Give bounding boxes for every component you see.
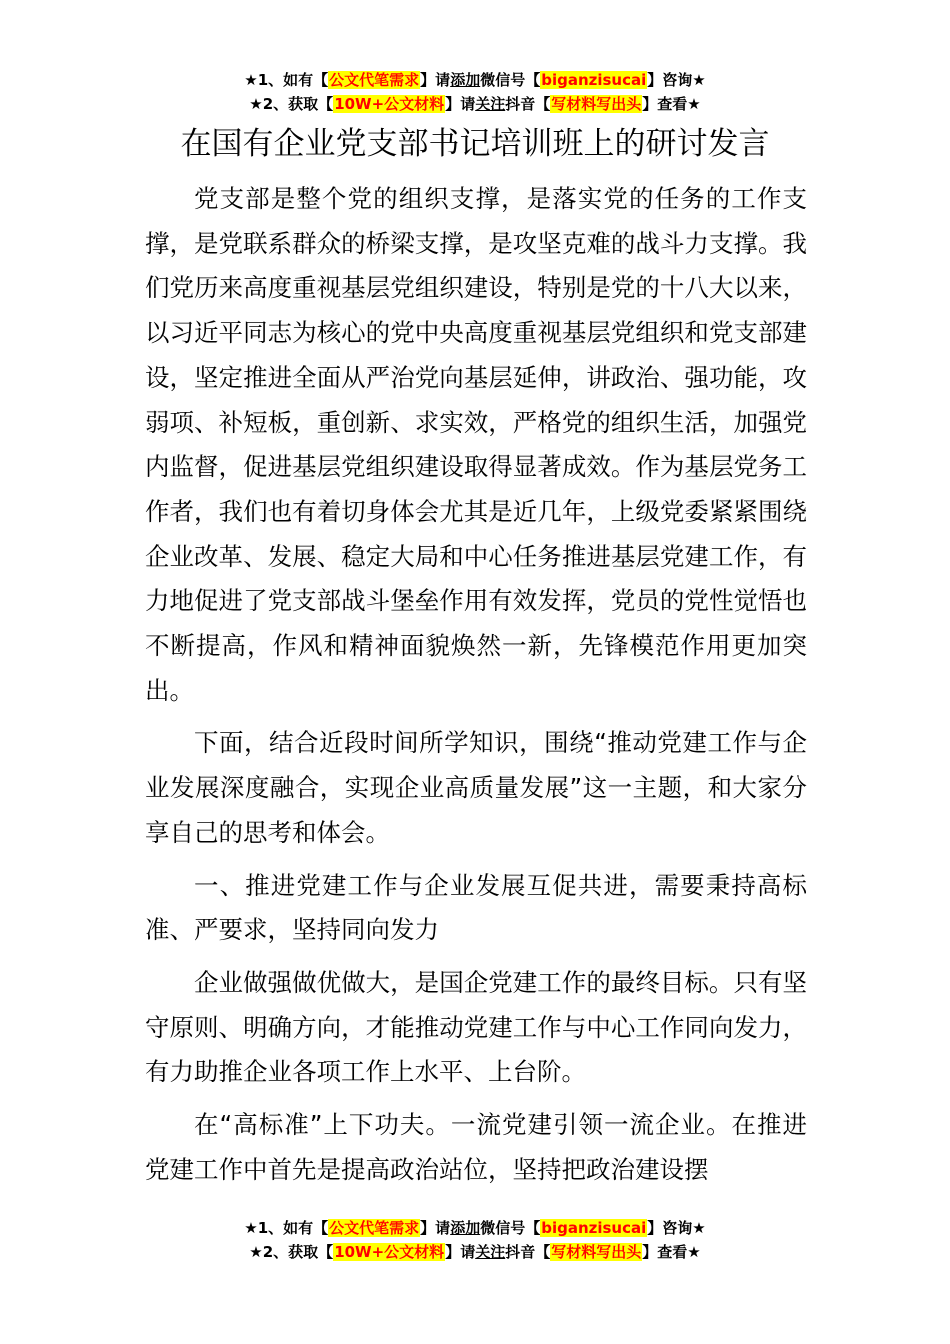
promo-highlight: 写材料写出头 [551,95,642,113]
promo-text: 】查看★ [642,1243,701,1261]
body-paragraph: 在“高标准”上下功夫。一流党建引领一流企业。在推进党建工作中首先是提高政治站位，坚持把政治建设摆 [145,1110,807,1184]
promo-highlight: 公文代笔需求 [329,1219,420,1237]
promo-text: 】请 [420,71,451,89]
promo-text: ★1、如有【 [244,71,329,89]
document-title: 在国有企业党支部书记培训班上的研讨发言 [180,126,770,162]
promo-line-1 [0,1216,950,1240]
promo-text: 】查看★ [642,95,701,113]
promo-text: ★2、获取【 [249,1243,334,1261]
header-promo-banner [0,68,950,116]
promo-highlight: 10W+公文材料 [334,1243,445,1261]
section-heading: 一、推进党建工作与企业发展互促共进，需要秉持高标准、严要求，坚持同向发力 [145,870,807,945]
promo-text: 】咨询★ [647,71,706,89]
promo-text: 微信号【 [480,71,541,89]
promo-text: ★1、如有【 [244,1219,329,1237]
promo-underline: 添加 [450,1219,481,1237]
promo-line-1 [0,68,950,92]
promo-line-2 [0,92,950,116]
promo-highlight: 写材料写出头 [551,1243,642,1261]
promo-text: 】咨询★ [647,1219,706,1237]
promo-highlight: 10W+公文材料 [334,95,445,113]
promo-underline: 添加 [450,71,481,89]
promo-underline: 关注 [475,95,506,113]
promo-text: 抖音【 [505,1243,551,1261]
promo-highlight: 公文代笔需求 [329,71,420,89]
promo-text: 】请 [420,1219,451,1237]
promo-highlight: biganzisucai [541,1219,647,1237]
body-paragraph: 党支部是整个党的组织支撑，是落实党的任务的工作支撑，是党联系群众的桥梁支撑，是攻坚克难的战斗力支撑。我们党历来高度重视基层党组织建设，特别是党的十八大以来，以习近平同志为核心的党中央高度重视基层党组织和党支部建设，坚定推进全面从严治党向基层延伸，讲政治、强功能，攻弱项、补短板，重创新、求实效，严格党的组织生活，加强党内监督，促进基层党组织建设取得显著成效。作为基层党务工作者，我们也有着切身体会尤其是近几年，上级党委紧紧围绕企业改革、发展、稳定大局和中心任务推进基层党建工作，有力地促进了党支部战斗堡垒作用有效发挥，党员的党性觉悟也不断提高，作风和精神面貌焕然一新，先锋模范作用更加突出。 [145,184,807,705]
document-body [145,177,807,1200]
promo-text: 微信号【 [480,1219,541,1237]
promo-text: ★2、获取【 [249,95,334,113]
body-paragraph: 企业做强做优做大，是国企党建工作的最终目标。只有坚守原则、明确方向，才能推动党建工作与中心工作同向发力，有力助推企业各项工作上水平、上台阶。 [145,967,807,1087]
promo-highlight: biganzisucai [541,71,647,89]
promo-underline: 关注 [475,1243,506,1261]
promo-text: 】请 [445,95,476,113]
promo-text: 】请 [445,1243,476,1261]
promo-line-2 [0,1240,950,1264]
footer-promo-banner [0,1216,950,1264]
promo-text: 抖音【 [505,95,551,113]
body-paragraph: 下面，结合近段时间所学知识，围绕“推动党建工作与企业发展深度融合，实现企业高质量发展”这一主题，和大家分享自己的思考和体会。 [145,728,807,847]
